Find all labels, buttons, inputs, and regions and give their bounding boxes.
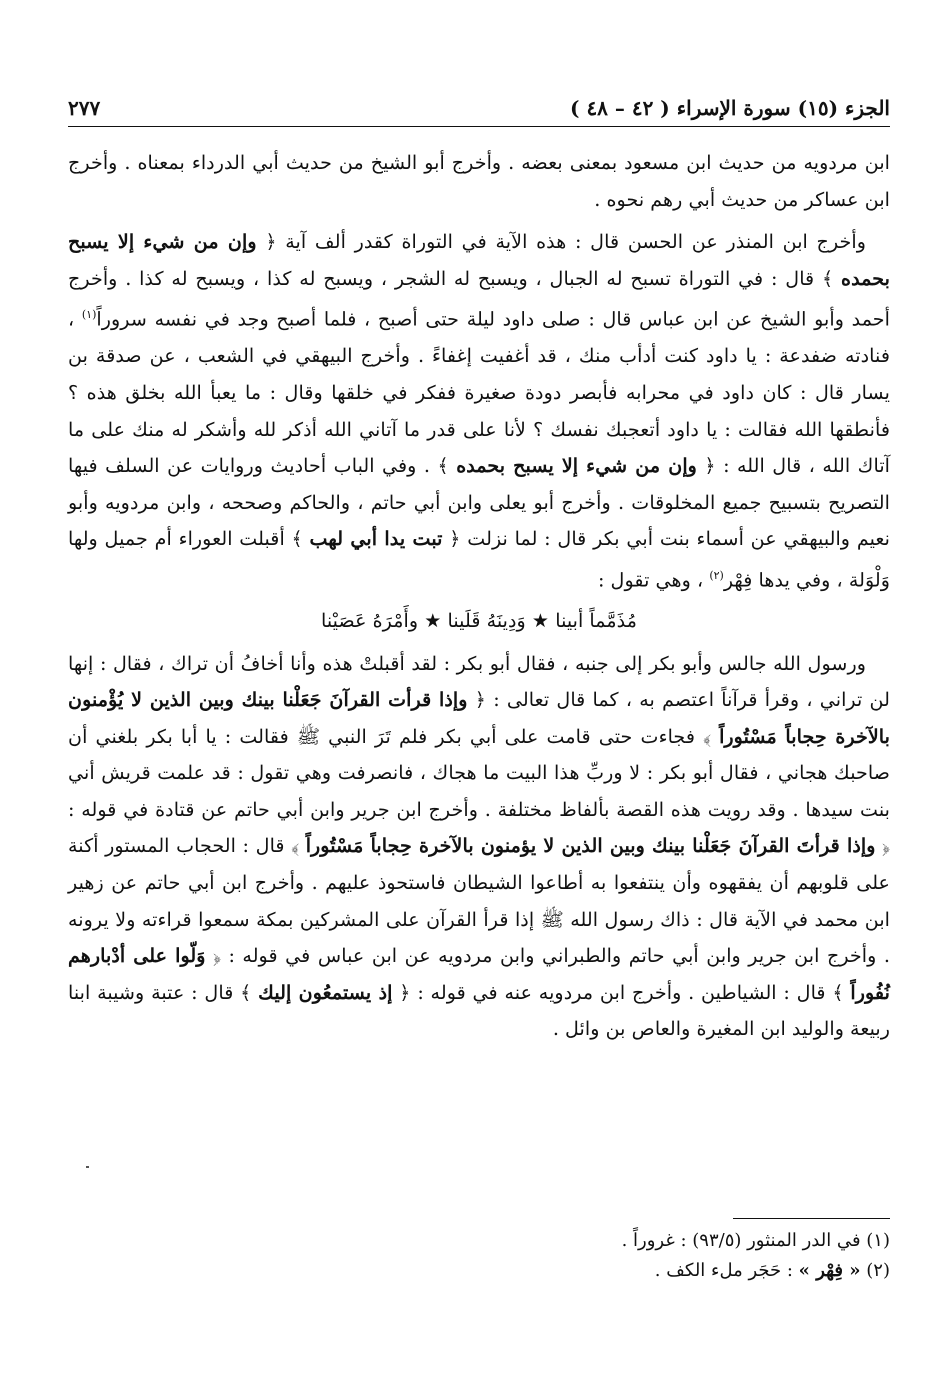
stray-mark	[86, 1166, 89, 1168]
footnotes	[68, 1226, 890, 1286]
footnote-ref-1[interactable]: (١)	[81, 308, 97, 322]
quran-quote: وَلّوا على أدْبارهم نُفُوراً	[68, 944, 890, 1004]
footnote-2-term: « فِهْر »	[798, 1260, 861, 1281]
quran-quote: وإذا قرأت القرآنَ جَعَلْنا بينك وبين الذين لا يُؤْمنون بالآخرة حِجاباً مَسْتُوراً	[68, 688, 890, 748]
page-number: ٢٧٧	[68, 96, 101, 120]
text-run: ﴾ قال : الشياطين . وأخرج ابن مردويه عنه في قوله : ﴿	[399, 980, 844, 1004]
paragraph-3	[68, 646, 890, 1049]
footnote-1: (١) في الدر المنثور (٩٣/٥) : غروراً .	[621, 1230, 890, 1251]
text-run: ، وهي تقول :	[597, 568, 710, 592]
paragraph-1: ابن مردويه من حديث ابن مسعود بمعنى بعضه . وأخرج أبو الشيخ من حديث أبي الدرداء بمعناه . وأخرج ابن عساكر من حديث أبي رهم نحوه .	[68, 151, 890, 211]
quran-quote: تبت يدا أبي لهب	[309, 527, 443, 551]
page	[68, 96, 890, 1048]
footnote-2-number: (٢)	[860, 1260, 890, 1281]
text-run: ﴾ فجاءت حتى قامت على أبي بكر فلم تَرَ النبي ﷺ فقالت : يا أبا بكر بلغني أن صاحبك هجاني ، فقال أبو بكر : لا وربِّ هذا البيت ما هجاك ، فانصرفت وهي تقول : قد علمت قريش أني بنت سيدها . وقد رويت هذه القصة بألفاظ مختلفة . وأخرج ابن جرير وابن أبي حاتم عن قتادة في قوله : ﴿	[68, 724, 890, 858]
poetry-verse: مُذَمَّماً أبينا ★ وَدِينَهُ قَلَينا ★ وأَمْرَهُ عَصَيْنا	[321, 608, 637, 632]
footnote-2-text: : حَجَر ملء الكف .	[654, 1260, 799, 1281]
running-header	[68, 96, 890, 127]
footnote-ref-2[interactable]: (٢)	[709, 568, 724, 582]
footnote-2	[68, 1256, 890, 1286]
paragraph-2	[68, 224, 890, 599]
quran-quote: وإن من شيء إلا يسبح بحمده	[456, 454, 697, 478]
quran-quote: إذ يستمعُون إليك	[258, 980, 393, 1004]
text-run: ﴾ قال : الحجاب المستور أكنة على قلوبهم أن يفقهوه وأن ينتفعوا به أطاعوا الشيطان فاستحوذ عليهم . وأخرج ابن أبي حاتم عن زهير ابن محمد في الآية قال : ذاك رسول الله ﷺ إذا قرأ القرآن على المشركين بمكة سمعوا قراءته ولا يرونه . وأخرج ابن جرير وابن أبي حاتم والطبراني وابن مردويه عن ابن عباس في قوله : ﴿	[68, 834, 890, 968]
text-run: ﴾ قال : عتبة وشيبة ابنا ربيعة والوليد ابن المغيرة والعاص بن وائل .	[68, 980, 890, 1041]
footnote-separator	[733, 1218, 890, 1219]
text-run: ، فنادته ضفدعة : يا داود كنت أدأب منك ، قد أغفيت إغفاءً . وأخرج البيهقي في الشعب ، عن صدقة بن يسار قال : كان داود في محرابه فأبصر دودة صغيرة ففكر في خلقها وقال : ما يعبأ الله بخلق هذه ؟ فأنطقها الله فقالت : يا داود أتعجبك نفسك ؟ لأنا على قدر ما آتاني الله أذكر لله وأشكر له منك على ما آتاك الله ، قال الله : ﴿	[68, 307, 890, 478]
main-text	[68, 145, 890, 1048]
text-run: ﴾ أقبلت العوراء أم جميل ولها وَلْوَلة ، وفي يدها فِهْر	[68, 527, 890, 592]
quran-quote: وإذا قرأتَ القرآنَ جَعَلْنا بينك وبين الذين لا يؤمنون بالآخرة حِجاباً مَسْتُوراً	[305, 834, 876, 858]
quran-quote: وإن من شيء إلا يسبح بحمده	[68, 230, 890, 290]
text-run: ﴾ . وفي الباب أحاديث وروايات عن السلف فيها التصريح بتسبيح جميع المخلوقات . وأخرج أبو يعلى وابن أبي حاتم ، والحاكم وصححه ، وابن مردويه وأبو نعيم والبيهقي عن أسماء بنت أبي بكر قال : لما نزلت ﴿	[68, 454, 890, 551]
text-run: ﴾ قال : في التوراة تسبح له الجبال ، ويسبح له الشجر ، ويسبح له كذا ، ويسبح له كذا . وأخرج أحمد وأبو الشيخ عن ابن عباس قال : صلى داود ليلة حتى أصبح ، فلما أصبح وجد في نفسه سروراً	[68, 266, 890, 331]
text-run: وأخرج ابن المنذر عن الحسن قال : هذه الآية في التوراة كقدر ألف آية ﴿	[265, 230, 866, 254]
header-title: الجزء (١٥) سورة الإسراء ( ٤٢ – ٤٨ )	[570, 96, 890, 120]
text-run: ورسول الله جالس وأبو بكر إلى جنبه ، فقال أبو بكر : لقد أقبلتْ هذه وأنا أخافُ أن تراك ، فقال : إنها لن تراني ، وقرأ قرآناً اعتصم به ، كما قال تعالى : ﴿	[68, 651, 890, 712]
